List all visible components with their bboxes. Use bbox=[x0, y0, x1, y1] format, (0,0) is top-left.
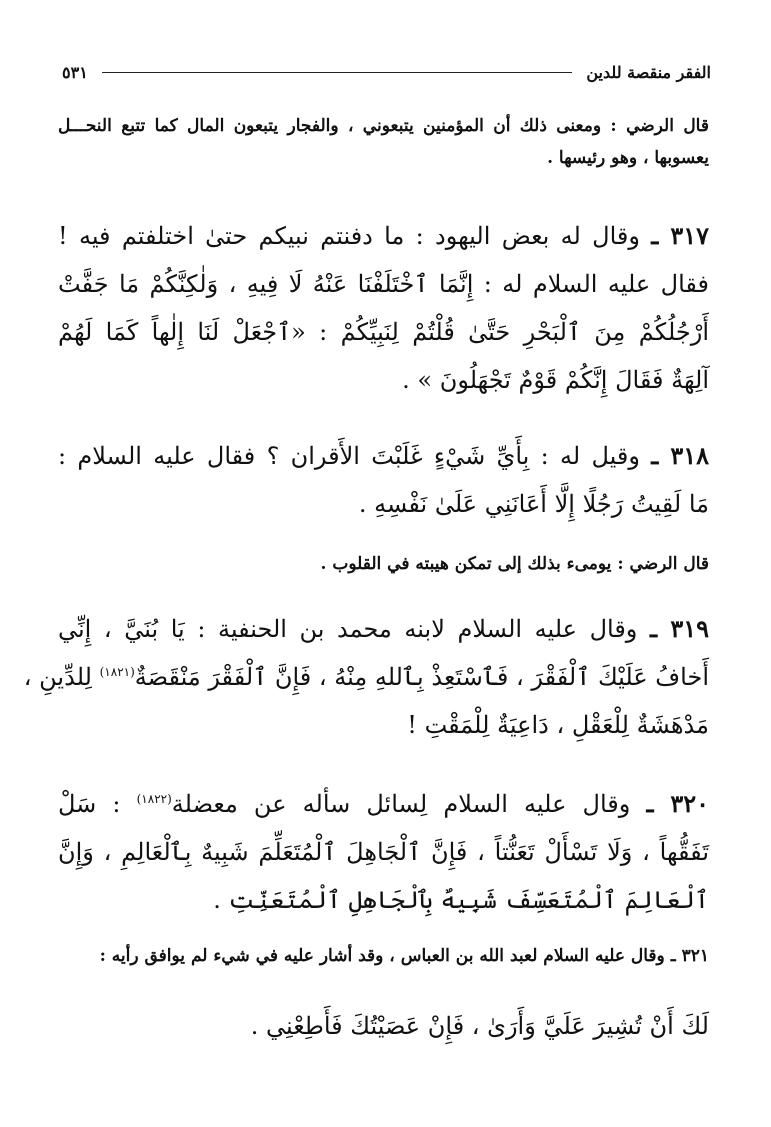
saying-line: تَفَقُّهاً ، وَلَا تَسْأَلْ تَعَنُّتاً ، فَإِنَّ ٱلْجَاهِلَ ٱلْمُتَعَلِّمَ شَبِيهٌ بِٱلْعَالِمِ ، وَإِنَّ bbox=[58, 838, 709, 866]
commentary-line: قال الرضي : ومعنى ذلك أن المؤمنين يتبعوني ، والفجار يتبعون المال كما تتبع النحـــل bbox=[58, 116, 709, 136]
saying-line: مَا لَقِيتُ رَجُلًا إِلَّا أَعَانَنِي عَلَىٰ نَفْسِهِ . bbox=[358, 490, 709, 518]
saying-line: أَرْجُلُكُمْ مِنَ ٱلْبَحْرِ حَتَّىٰ قُلْتُمْ لِنَبِيِّكُمْ : «ٱجْعَلْ لَنَا إِلٰهاً كَمَا لَهُمْ bbox=[58, 318, 709, 346]
saying-line bbox=[58, 780, 709, 828]
footnote-marker: (١٨٢٢) bbox=[136, 792, 172, 806]
commentary-line: قال الرضي : يومىء بذلك إلى تمكن هيبته في القلوب . bbox=[320, 554, 709, 574]
saying-text: : سَلْ bbox=[58, 790, 121, 818]
page-number: ٥٣١ bbox=[62, 62, 88, 82]
saying-line bbox=[58, 432, 709, 480]
saying-line: فقال عليه السلام له : إِنَّمَا ٱخْتَلَفْنَا عَنْهُ لَا فِيهِ ، وَلٰكِنَّكُمْ مَا جَفَّتْ bbox=[58, 270, 709, 298]
footnote-marker: (١٨٢١) bbox=[99, 665, 135, 679]
saying-line: مَدْهَشَةٌ لِلْعَقْلِ ، دَاعِيَةٌ لِلْمَقْتِ ! bbox=[407, 711, 709, 739]
saying-line bbox=[58, 940, 709, 972]
saying-number: ٣١٨ ـ bbox=[651, 441, 709, 470]
saying-number: ٣١٧ ـ bbox=[651, 221, 709, 250]
running-header bbox=[62, 58, 711, 86]
commentary-radi-2 bbox=[58, 548, 709, 580]
saying-317 bbox=[58, 212, 709, 404]
saying-number: ٣٢٠ ـ bbox=[646, 789, 710, 818]
commentary-radi-1 bbox=[58, 110, 709, 174]
saying-line bbox=[23, 653, 709, 701]
commentary-line: يعسوبها ، وهو رئيسها . bbox=[547, 148, 709, 168]
saying-321 bbox=[58, 1002, 709, 1050]
saying-text: وقال له بعض اليهود : ما دفنتم نبيكم حتىٰ اختلفتم فيه ! bbox=[58, 222, 640, 250]
saying-line: آلِهَةٌ فَقَالَ إِنَّكُمْ قَوْمٌ تَجْهَلُونَ » . bbox=[402, 366, 709, 394]
saying-number: ٣٢١ ـ bbox=[670, 946, 709, 966]
saying-text: وقال عليه السلام لابنه محمد بن الحنفية : يَا بُنَيَّ ، إِنِّي bbox=[58, 615, 638, 643]
saying-318 bbox=[58, 432, 709, 528]
saying-text: أَخافُ عَلَيْكَ ٱلْفَقْرَ ، فَٱسْتَعِذْ بِٱللهِ مِنْهُ ، فَإِنَّ ٱلْفَقْرَ مَنْقَصَةٌ bbox=[134, 663, 709, 691]
saying-319 bbox=[23, 605, 709, 749]
saying-text: وقال عليه السلام لِسائل سأله عن معضلة bbox=[171, 790, 631, 818]
saying-number: ٣١٩ ـ bbox=[649, 614, 709, 643]
saying-line: لَكَ أَنْ تُشِيرَ عَلَيَّ وَأَرَىٰ ، فَإِنْ عَصَيْتُكَ فَأَطِعْنِي . bbox=[250, 1012, 709, 1040]
saying-line bbox=[58, 605, 709, 653]
saying-320 bbox=[58, 780, 709, 924]
saying-line: ٱلْعَالِمَ ٱلْمُتَعَسِّفَ شَبِيهٌ بِٱلْجَاهِلِ ٱلْمُتَعَنِّتِ . bbox=[213, 886, 709, 914]
saying-text: لِلدِّينِ ، bbox=[23, 663, 92, 691]
header-rule bbox=[102, 72, 573, 73]
saying-text: وقيل له : بِأَيِّ شَيْءٍ غَلَبْتَ الأَقران ؟ فقال عليه السلام : bbox=[58, 442, 640, 470]
saying-text: وقال عليه السلام لعبد الله بن العباس ، وقد أشار عليه في شيء لم يوافق رأيه : bbox=[99, 946, 665, 966]
saying-321-intro bbox=[58, 940, 709, 972]
chapter-title: الفقر منقصة للدين bbox=[586, 62, 711, 82]
saying-line bbox=[58, 212, 709, 260]
